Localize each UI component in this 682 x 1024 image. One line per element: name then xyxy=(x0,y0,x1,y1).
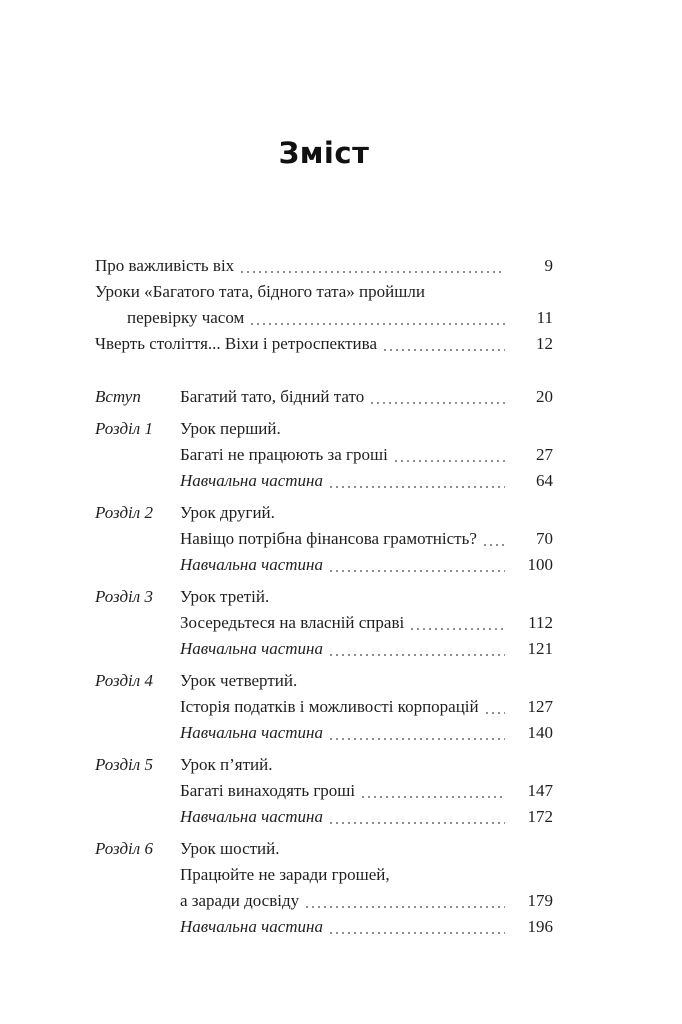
page-number: 64 xyxy=(536,471,553,490)
toc-line xyxy=(180,442,553,468)
dot-leader xyxy=(486,712,505,714)
entry-title: Урок перший. xyxy=(180,419,281,438)
dot-leader xyxy=(330,654,505,656)
dot-leader xyxy=(330,570,505,572)
toc-chapter xyxy=(95,416,553,494)
chapter-rows xyxy=(180,416,553,494)
toc-line xyxy=(180,610,553,636)
dot-leader xyxy=(330,822,505,824)
toc-chapter xyxy=(95,836,553,940)
entry-title: перевірку часом xyxy=(127,308,245,327)
toc-chapter xyxy=(95,584,553,662)
toc-line xyxy=(180,468,553,494)
toc-line xyxy=(180,636,553,662)
toc-line xyxy=(180,500,553,526)
entry-title: Навчальна частина xyxy=(180,555,323,574)
dot-leader xyxy=(484,544,505,546)
entry-title: Навчальна частина xyxy=(180,639,323,658)
page-number: 196 xyxy=(527,917,553,936)
dot-leader xyxy=(241,271,505,273)
entry-title: Працюйте не заради грошей, xyxy=(180,865,390,884)
page-number: 20 xyxy=(536,387,553,406)
toc-line xyxy=(95,253,553,279)
entry-title: Історія податків і можливості корпорацій xyxy=(180,697,479,716)
entry-title: Уроки «Багатого тата, бідного тата» пройшли xyxy=(95,282,425,301)
toc-chapter xyxy=(95,384,553,410)
entry-title: Урок третій. xyxy=(180,587,270,606)
toc-line xyxy=(180,778,553,804)
toc-line xyxy=(95,279,553,305)
chapter-rows xyxy=(180,836,553,940)
toc-line xyxy=(95,331,553,357)
toc-chapter xyxy=(95,500,553,578)
entry-title: Урок другий. xyxy=(180,503,275,522)
toc-line xyxy=(180,552,553,578)
chapter-rows xyxy=(180,668,553,746)
dot-leader xyxy=(330,738,505,740)
dot-leader xyxy=(411,628,505,630)
entry-title: Зосередьтеся на власній справі xyxy=(180,613,405,632)
dot-leader xyxy=(330,932,505,934)
page-number: 140 xyxy=(527,723,553,742)
entry-title: Багатий тато, бідний тато xyxy=(180,387,365,406)
toc-entry xyxy=(95,279,553,331)
dot-leader xyxy=(371,402,505,404)
chapter-label: Розділ 3 xyxy=(95,587,153,606)
page-number: 147 xyxy=(527,781,553,800)
toc-line xyxy=(180,888,553,914)
page-number: 27 xyxy=(536,445,553,464)
entry-title: а заради досвіду xyxy=(180,891,300,910)
entry-title: Урок п’ятий. xyxy=(180,755,273,774)
page-number: 172 xyxy=(527,807,553,826)
chapter-label: Розділ 6 xyxy=(95,839,153,858)
entry-title: Навчальна частина xyxy=(180,471,323,490)
entry-title: Навчальна частина xyxy=(180,723,323,742)
entry-title: Чверть століття... Віхи і ретроспектива xyxy=(95,334,378,353)
toc-line xyxy=(180,720,553,746)
entry-title: Урок четвертий. xyxy=(180,671,298,690)
toc-entry xyxy=(95,253,553,279)
entry-title: Багаті винаходять гроші xyxy=(180,781,356,800)
dot-leader xyxy=(330,486,505,488)
chapter-rows xyxy=(180,584,553,662)
chapter-label: Розділ 1 xyxy=(95,419,153,438)
entry-title: Урок шостий. xyxy=(180,839,280,858)
toc-line xyxy=(180,416,553,442)
toc-chapter xyxy=(95,752,553,830)
toc-line xyxy=(180,862,553,888)
entry-title: Багаті не працюють за гроші xyxy=(180,445,388,464)
dot-leader xyxy=(251,323,505,325)
toc-line xyxy=(180,584,553,610)
dot-leader xyxy=(306,906,505,908)
entry-title: Навчальна частина xyxy=(180,807,323,826)
page-number: 121 xyxy=(527,639,553,658)
chapter-label: Вступ xyxy=(95,387,141,406)
entry-title: Навіщо потрібна фінансова грамотність? xyxy=(180,529,477,548)
toc-line xyxy=(180,668,553,694)
page-number: 12 xyxy=(536,334,553,353)
page-number: 70 xyxy=(536,529,553,548)
chapter-rows xyxy=(180,500,553,578)
chapter-label: Розділ 5 xyxy=(95,755,153,774)
toc-line xyxy=(180,914,553,940)
toc-chapter xyxy=(95,668,553,746)
page-number: 127 xyxy=(527,697,553,716)
toc-line xyxy=(95,305,553,331)
toc-line xyxy=(180,384,553,410)
chapter-list xyxy=(95,384,553,940)
front-matter-list xyxy=(95,253,553,357)
page-number: 179 xyxy=(527,891,553,910)
dot-leader xyxy=(384,349,505,351)
page-number: 9 xyxy=(544,256,553,275)
chapter-rows xyxy=(180,752,553,830)
toc-entry xyxy=(95,331,553,357)
dot-leader xyxy=(362,796,505,798)
toc-line xyxy=(180,804,553,830)
toc-line xyxy=(180,752,553,778)
page-number: 100 xyxy=(527,555,553,574)
page-number: 112 xyxy=(528,613,553,632)
page-title: Зміст xyxy=(278,136,370,170)
toc-line xyxy=(180,526,553,552)
chapter-label: Розділ 2 xyxy=(95,503,153,522)
page-number: 11 xyxy=(536,308,553,327)
chapter-label: Розділ 4 xyxy=(95,671,153,690)
toc-line xyxy=(180,836,553,862)
table-of-contents xyxy=(95,253,553,946)
chapter-rows xyxy=(180,384,553,410)
dot-leader xyxy=(395,460,505,462)
toc-line xyxy=(180,694,553,720)
entry-title: Навчальна частина xyxy=(180,917,323,936)
entry-title: Про важливість віх xyxy=(95,256,235,275)
